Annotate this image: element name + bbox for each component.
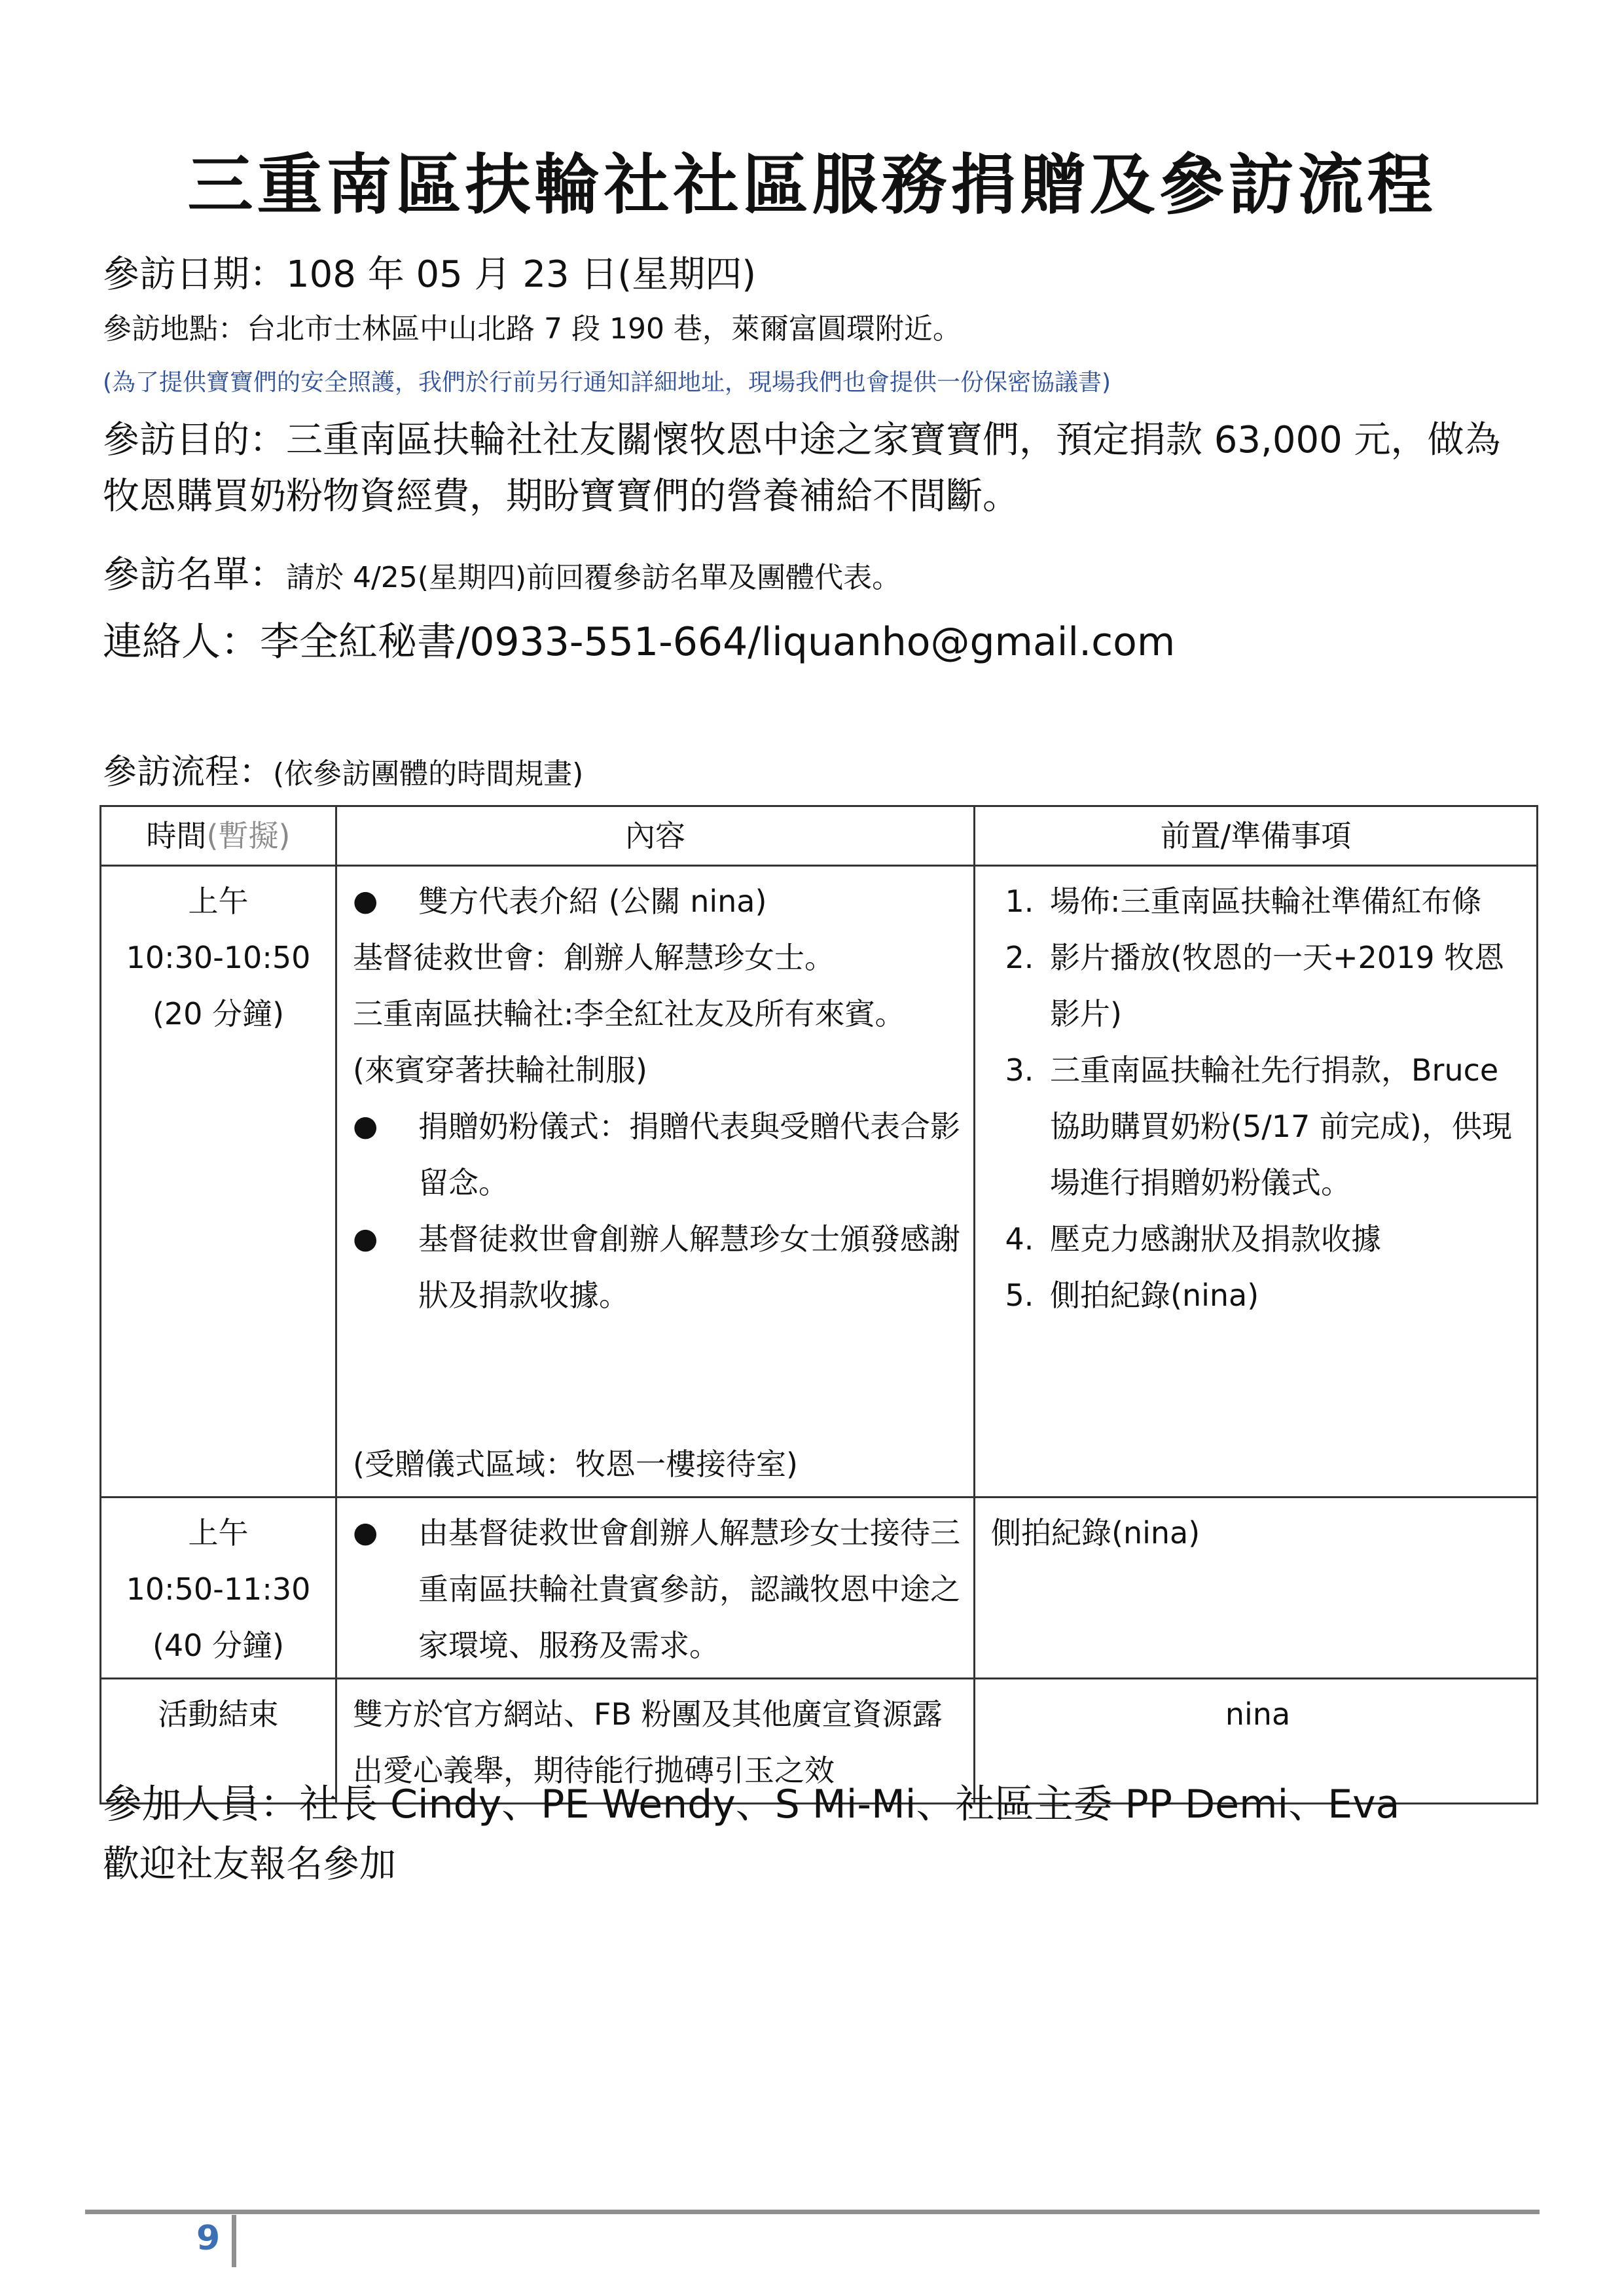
visit-place: 參訪地點：台北市士林區中山北路 7 段 190 巷，萊爾富圓環附近。 <box>103 312 962 346</box>
row1-content <box>336 866 975 1498</box>
header-time-label: 時間 <box>146 818 207 853</box>
row2-time-range: 10:50-11:30 <box>126 1571 311 1607</box>
row1-time-period: 上午 <box>188 884 249 919</box>
flow-heading <box>103 746 583 800</box>
row2-content <box>336 1498 975 1679</box>
row1-line-3: (來賓穿著扶輪社制服) <box>353 1052 647 1088</box>
row3-time: 活動結束 <box>101 1679 336 1804</box>
row1-line-2: 三重南區扶輪社:李全紅社友及所有來賓。 <box>353 996 905 1031</box>
row1-time <box>101 866 336 1498</box>
privacy-note: (為了提供寶寶們的安全照護，我們於行前另行通知詳細地址，現場我們也會提供一份保密協議書) <box>103 369 1111 396</box>
row1-bullet-certificate: ● 基督徒救世會創辦人解慧珍女士頒發感謝狀及捐款收據。 <box>353 1211 962 1323</box>
row1-line-1: 基督徒救世會：創辦人解慧珍女士。 <box>353 940 835 975</box>
prep-item: 3. 三重南區扶輪社先行捐款，Bruce 協助購買奶粉(5/17 前完成)，供現場進行捐贈奶粉儀式。 <box>1043 1042 1525 1211</box>
row3-prep: nina <box>975 1679 1538 1804</box>
prep-item: 2. 影片播放(牧恩的一天+2019 牧恩影片) <box>1043 929 1525 1042</box>
row1-spacer <box>353 1323 962 1436</box>
table-header-row <box>101 806 1538 866</box>
prep-item: 4. 壓克力感謝狀及捐款收據 <box>1043 1211 1525 1267</box>
contact-line: 連絡人：李全紅秘書/0933-551-664/liquanho@gmail.com <box>103 619 1176 665</box>
footer-divider <box>85 2210 1540 2214</box>
visit-list <box>103 547 901 606</box>
footer-vertical-bar <box>232 2215 236 2267</box>
table-row <box>101 1498 1538 1679</box>
row1-time-duration: (20 分鐘) <box>152 996 285 1031</box>
prep-item: 5. 側拍紀錄(nina) <box>1043 1267 1525 1323</box>
visit-list-label: 參訪名單： <box>103 554 286 596</box>
participants-line: 參加人員：社長 Cindy、PE Wendy、S Mi-Mi、社區主委 PP Demi、Eva <box>103 1782 1400 1827</box>
row2-time-period: 上午 <box>188 1515 249 1551</box>
row1-bullet-ceremony: ● 捐贈奶粉儀式：捐贈代表與受贈代表合影留念。 <box>353 1098 962 1211</box>
welcome-line: 歡迎社友報名參加 <box>103 1843 396 1886</box>
row1-footer: (受贈儀式區域：牧恩一樓接待室) <box>353 1446 798 1482</box>
header-prep: 前置/準備事項 <box>975 806 1538 866</box>
row1-time-range: 10:30-10:50 <box>126 940 311 975</box>
prep-item: 1. 場佈:三重南區扶輪社準備紅布條 <box>1043 873 1525 929</box>
row2-bullet-visit: ● 由基督徒救世會創辦人解慧珍女士接待三重南區扶輪社貴賓參訪，認識牧恩中途之家環境、服務及需求。 <box>353 1505 962 1674</box>
flow-heading-text: (依參訪團體的時間規畫) <box>273 757 584 791</box>
header-time <box>101 806 336 866</box>
page-number: 9 <box>196 2219 221 2258</box>
row2-prep: 側拍紀錄(nina) <box>975 1498 1538 1679</box>
visit-date: 參訪日期：108 年 05 月 23 日(星期四) <box>103 253 757 296</box>
row1-bullet-intro: ● 雙方代表介紹 (公關 nina) <box>353 873 962 929</box>
header-time-note: (暫擬) <box>206 818 291 853</box>
visit-list-text: 請於 4/25(星期四)前回覆參訪名單及團體代表。 <box>286 561 901 594</box>
prep-list <box>991 873 1525 1323</box>
flow-heading-label: 參訪流程： <box>103 753 274 792</box>
table-row <box>101 866 1538 1498</box>
page-title: 三重南區扶輪社社區服務捐贈及參訪流程 <box>187 147 1437 223</box>
header-content: 內容 <box>336 806 975 866</box>
row3-content: 雙方於官方網站、FB 粉團及其他廣宣資源露出愛心義舉，期待能行拋磚引玉之效 <box>336 1679 975 1804</box>
schedule-table <box>99 805 1538 1804</box>
row2-time-duration: (40 分鐘) <box>152 1628 285 1663</box>
visit-purpose: 參訪目的：三重南區扶輪社社友關懷牧恩中途之家寶寶們，預定捐款 63,000 元，做為牧恩購買奶粉物資經費，期盼寶寶們的營養補給不間斷。 <box>103 419 1501 518</box>
row2-time <box>101 1498 336 1679</box>
row1-prep <box>975 866 1538 1498</box>
